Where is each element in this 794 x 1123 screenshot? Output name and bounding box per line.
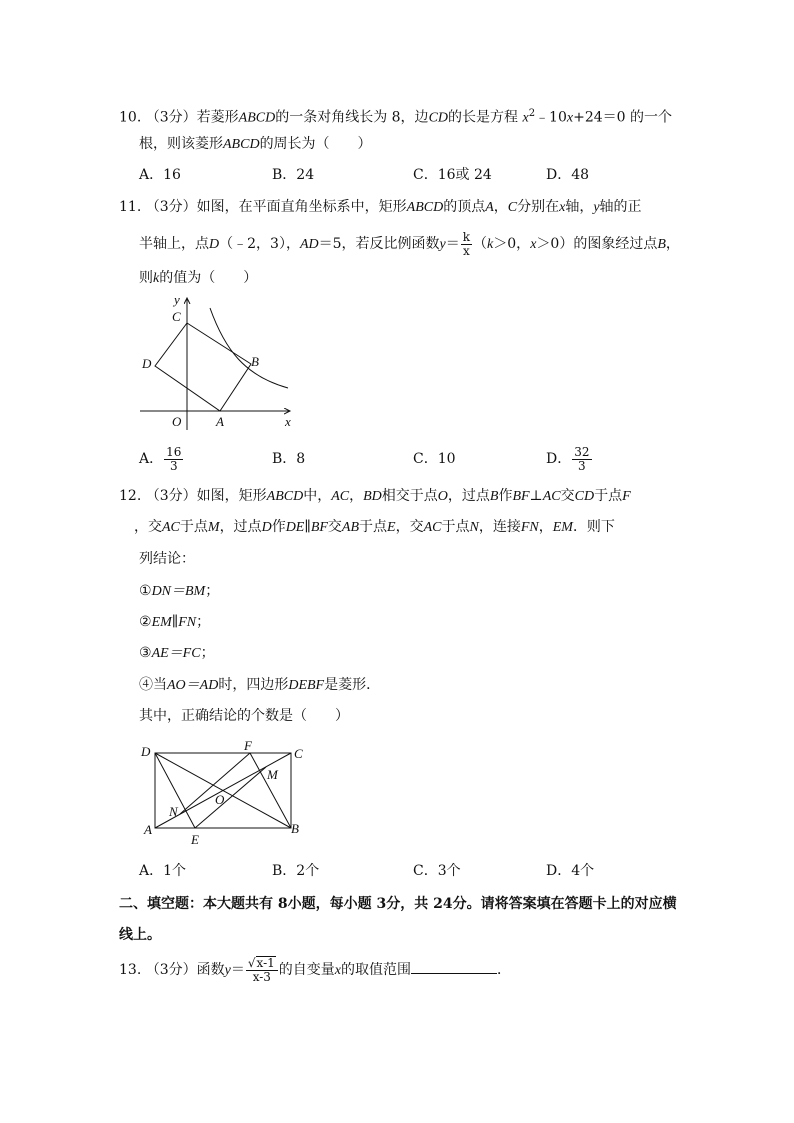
section2-heading-line2: 线上。 (119, 927, 161, 943)
label-o: O (172, 414, 182, 429)
label-c: C (172, 309, 181, 324)
label-b: B (291, 821, 299, 836)
label-c: C (294, 746, 303, 761)
section2-heading: 二、填空题：本大题共有 8小题，每小题 3分，共 24分。请将答案填在答题卡上的对应横 (119, 896, 677, 912)
label-b: B (251, 354, 259, 369)
q10-line1: 10. （3分）若菱形ABCD的一条对角线长为 8，边CD的长是方程 $x^2﹣10x+24=0$ 的一个 (119, 108, 673, 126)
q13-number: 13. (119, 962, 142, 978)
q11-fraction: $\frac{k}{x}$ (462, 229, 471, 258)
segment-em (195, 767, 266, 828)
label-n: N (169, 804, 178, 819)
label-m: M (267, 767, 278, 782)
q10-line2: 根，则该菱形ABCD的周长为（ ） (139, 136, 372, 152)
hyperbola-curve (210, 308, 288, 388)
q12-line2: ，交AC于点M，过点D作DE∥BF交AB于点E，交AC于点N，连接FN，EM．则下 (134, 519, 615, 535)
q11-option-a: A． $\frac{16}{3}$ (139, 444, 182, 473)
label-a: A (144, 822, 152, 837)
q12-line1: 12. （3分）如图，矩形ABCD中，AC，BD相交于点O，过点B作BF⊥AC交CD于点F (119, 488, 631, 504)
q12-option-c: C．3个 (413, 863, 461, 879)
q12-conclusion-1: ①DN＝BM； (139, 583, 220, 599)
q12-number: 12. (119, 488, 142, 504)
label-d: D (141, 744, 151, 759)
label-f: F (244, 738, 252, 753)
q13-line1: 13. （3分）函数y＝ $\frac{√x-1}{x-3}$ 的自变量x的取值范围 ． (119, 956, 511, 984)
q13-answer-blank[interactable] (411, 959, 497, 974)
label-d: D (142, 356, 152, 371)
q12-conclusion-3: ③AE＝FC； (139, 645, 215, 661)
q10-option-b: B．24 (272, 167, 315, 183)
q11-option-d: D． $\frac{32}{3}$ (546, 444, 590, 473)
q12-conclusion-2: ②EM∥FN； (139, 614, 211, 630)
q13-fraction: $\frac{√x-1}{x-3}$ (246, 956, 278, 984)
label-y: y (174, 292, 180, 307)
q11-figure (130, 290, 310, 435)
q11-line2: 半轴上，点D（﹣2，3），AD＝5，若反比例函数y＝ $\frac{k}{x}$ （k＞0，x＞0）的图象经过点B， (139, 229, 680, 258)
label-x: x (285, 414, 291, 429)
q12-conclusion-4: ④当AO＝AD时，四边形DEBF是菱形． (139, 677, 381, 693)
q10-score: （3分） (145, 109, 197, 126)
q10-option-d: D．48 (546, 167, 590, 183)
label-o: O (215, 792, 225, 807)
q10-option-c: C．16或 24 (413, 167, 492, 183)
q11-option-c: C．10 (413, 451, 456, 467)
q12-line3: 列结论： (139, 551, 195, 567)
q10-number: 10. (119, 109, 142, 126)
q12-option-b: B．2个 (272, 863, 320, 879)
q12-option-d: D．4个 (546, 863, 595, 879)
q12-figure (138, 738, 318, 848)
q11-number: 11. (119, 199, 142, 215)
rectangle-abcd (155, 323, 251, 411)
q12-option-a: A．1个 (139, 863, 187, 879)
q10-option-a: A．16 (139, 167, 181, 183)
label-a: A (216, 414, 224, 429)
q12-question-line: 其中，正确结论的个数是（ ） (139, 708, 349, 724)
q11-line1: 11. （3分）如图，在平面直角坐标系中，矩形ABCD的顶点A，C分别在x轴，y轴的正 (119, 199, 642, 215)
label-e: E (191, 832, 199, 847)
q11-option-b: B．8 (272, 451, 306, 467)
q11-line3: 则k的值为（ ） (139, 270, 258, 286)
